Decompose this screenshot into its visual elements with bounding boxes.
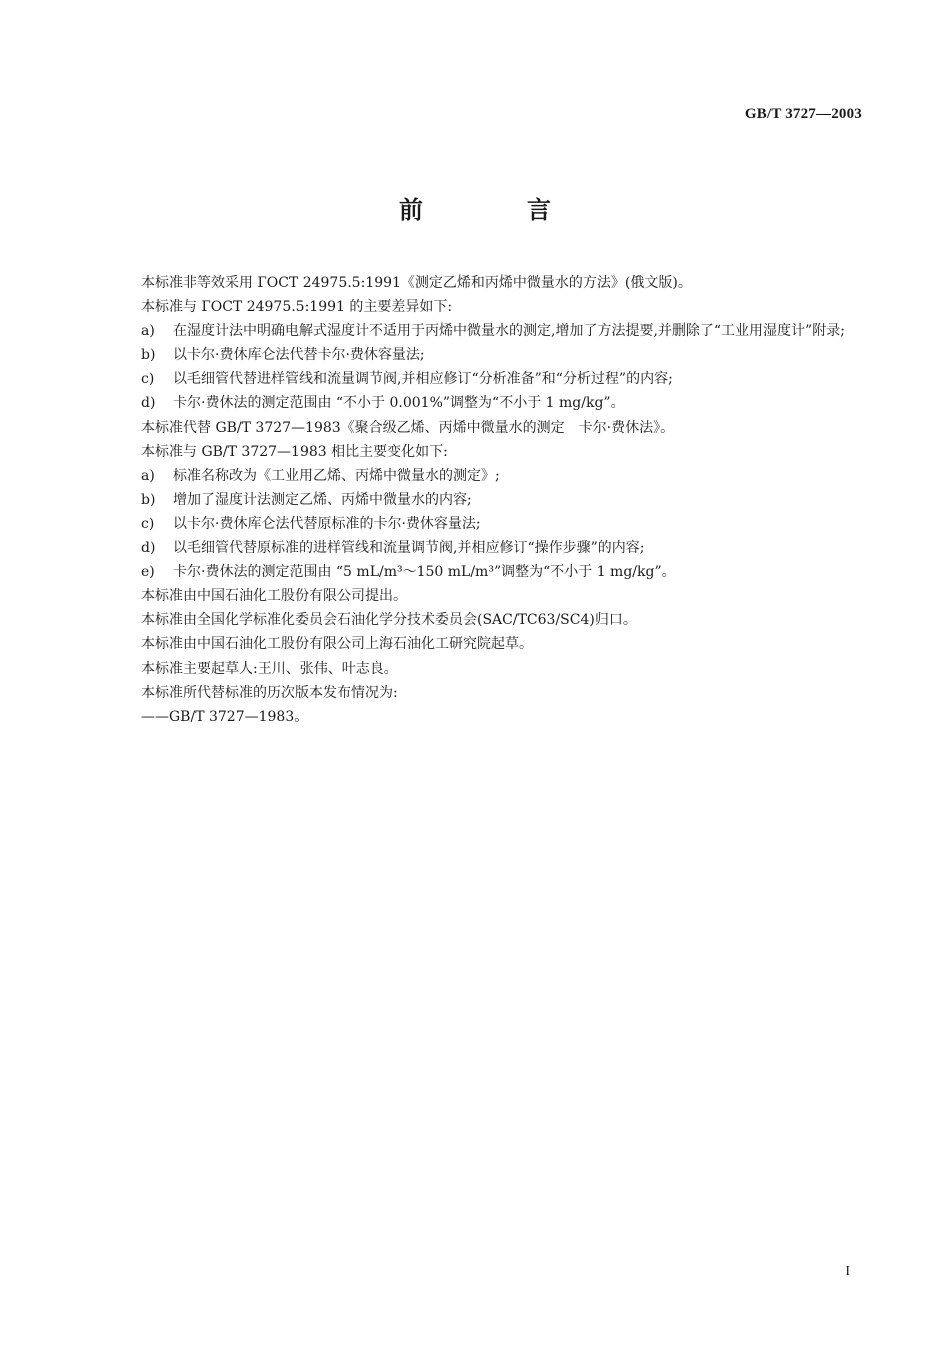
item-text: 以毛细管代替进样管线和流量调节阀,并相应修订“分析准备”和“分析过程”的内容;: [173, 371, 673, 388]
change-item-e: [113, 560, 865, 584]
paragraph-history-item: ——GB/T 3727—1983。: [141, 708, 309, 725]
item-text: 增加了湿度计法测定乙烯、丙烯中微量水的内容;: [173, 491, 472, 508]
paragraph-history-intro: 本标准所代替标准的历次版本发布情况为:: [141, 684, 398, 701]
item-text: 卡尔·费休法的测定范围由 “5 mL/m³～150 mL/m³”调整为“不小于 1 mg/kg”。: [173, 564, 676, 581]
paragraph-drafted-by: 本标准由中国石油化工股份有限公司上海石油化工研究院起草。: [141, 636, 533, 653]
item-text: 以卡尔·费休库仑法代替原标准的卡尔·费休容量法;: [173, 515, 481, 532]
diff-item-b: [113, 343, 865, 367]
item-text: 以毛细管代替原标准的进样管线和流量调节阀,并相应修订“操作步骤”的内容;: [173, 540, 645, 557]
change-item-d: [113, 536, 865, 560]
item-label: d): [141, 540, 156, 557]
diff-item-c: [113, 367, 865, 391]
paragraph-proposed-by: 本标准由中国石油化工股份有限公司提出。: [141, 588, 407, 605]
change-item-a: [113, 464, 865, 488]
paragraph-adoption: 本标准非等效采用 ГОСТ 24975.5:1991《测定乙烯和丙烯中微量水的方法》(俄文版)。: [141, 275, 692, 291]
item-label: d): [141, 395, 156, 412]
page-number: I: [845, 1264, 850, 1279]
paragraph-administered-by: 本标准由全国化学标准化委员会石油化学分技术委员会(SAC/TC63/SC4)归口。: [141, 612, 637, 629]
diff-item-d: [113, 391, 865, 415]
page-title: 前 言: [399, 196, 591, 224]
change-item-c: [113, 512, 865, 536]
item-label: c): [141, 515, 155, 532]
item-text: 卡尔·费休法的测定范围由 “不小于 0.001%”调整为“不小于 1 mg/kg”。: [173, 395, 625, 412]
foreword-body: [113, 271, 865, 729]
change-item-b: [113, 488, 865, 512]
paragraph-changes-intro: 本标准与 GB/T 3727—1983 相比主要变化如下:: [141, 443, 448, 460]
item-label: b): [141, 347, 156, 364]
standard-number: GB/T 3727—2003: [744, 106, 862, 122]
paragraph-replaces: 本标准代替 GB/T 3727—1983《聚合级乙烯、丙烯中微量水的测定 卡尔·费休法》。: [141, 419, 675, 436]
paragraph-diff-intro: 本标准与 ГОСТ 24975.5:1991 的主要差异如下:: [141, 299, 453, 316]
item-text: 在湿度计法中明确电解式湿度计不适用于丙烯中微量水的测定,增加了方法提要,并删除了“工业用湿度计”附录;: [173, 323, 845, 340]
paragraph-drafters: 本标准主要起草人:王川、张伟、叶志良。: [141, 660, 398, 677]
item-label: c): [141, 371, 155, 388]
item-label: b): [141, 491, 156, 508]
diff-item-a: [113, 319, 865, 343]
item-text: 标准名称改为《工业用乙烯、丙烯中微量水的测定》;: [173, 467, 500, 484]
item-text: 以卡尔·费休库仑法代替卡尔·费休容量法;: [173, 347, 425, 364]
item-label: e): [141, 564, 155, 581]
item-label: a): [141, 467, 155, 484]
item-label: a): [141, 323, 155, 340]
